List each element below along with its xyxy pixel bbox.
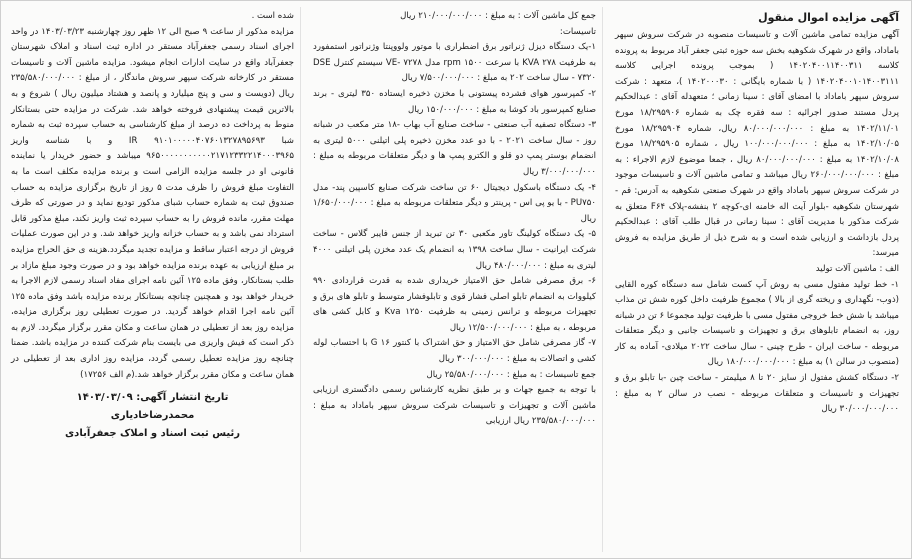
facility-item-6: ۶- برق مصرفی شامل حق الامتیاز خریداری شده به قدرت قراردادی ۹۹۰ کیلووات به انضمام تابلو اصلی فشار قوی و تابلوفشار متوسط و تابلو های برق و تجهیزات مربوطه و ترانس زمینی به ظرفیت ۱۲۵۰ Kva و کابل کشی های مربوطه ، به مبلغ : ۱۲/۵۰۰/۰۰۰/۰۰۰ ریال [313, 276, 596, 333]
section-heading-facilities: تاسیسات: [559, 26, 596, 37]
publication-date: تاریخ انتشار آگهی: ۱۴۰۳/۰۳/۰۹ [76, 392, 229, 404]
facility-item-7: ۷- گاز مصرفی شامل حق الامتیاز و حق اشتراک با کنتور G ۱۶ با احتساب لوله کشی و اتصالات به مبلغ : ۳۰۰/۰۰۰/۰۰۰ ریال [313, 338, 596, 365]
middle-column [307, 7, 603, 552]
facility-item-5: ۵- یک دستگاه کولینگ تاور مکعبی ۳۰ تن تبرید از جنس فایبر گلاس - ساخت شرکت ایرانیت - سال ساخت ۱۳۹۸ به انضمام یک عدد مخزن پلی اتیلنی ۴۰۰۰ لیتری به مبلغ : ۴۸۰/۰۰۰/۰۰۰ ریال [313, 229, 596, 271]
facilities-total: جمع تاسیسات : به مبلغ : ۲۵/۵۸۰/۰۰۰/۰۰۰ ریال [426, 369, 596, 380]
left-column [5, 7, 301, 552]
notice-footer [11, 389, 294, 443]
facility-item-2: ۲- کمپرسور هوای فشرده پیستونی با مخزن ذخیره ایستاده ۳۵۰ لیتری - برند صنایع کمپرسور باد کوشا به مبلغ : ۱۵۰/۰۰۰/۰۰۰ ریال [313, 88, 596, 115]
machinery-total: جمع کل ماشین آلات : به مبلغ : ۲۱۰/۰۰۰/۰۰۰/۰۰۰ ریال [400, 11, 596, 21]
section-heading-machinery: الف : ماشین آلات تولید [815, 263, 899, 274]
auction-terms-paragraph: مزایده مذکور از ساعت ۹ صبح الی ۱۲ ظهر روز چهارشنبه ۱۴۰۳/۰۳/۲۳ در واحد اجرای اسناد رسمی جعفرآباد مستقر در اداره ثبت اسناد و املاک شهرستان جعفرآباد واقع در سایت ادارات انجام میشود. مزایده ماشین آلات و تاسیسات مستقر در کارخانه شرکت سپهر سروش ماندگار ، از مبلغ : ۲۳۵/۵۸۰/۰۰۰/۰۰۰ ریال (دویست و سی و پنج میلیارد و پانصد و هشتاد میلیون ریال ) شروع و به بالاترین قیمت پیشنهادی فروخته خواهد شد. شرکت در مزایده حتی بستانکار منوط به پرداخت ده درصد از مبلغ کارشناسی به حساب سپرده ثبت به شماره شبا IR ۹۱۰۱۰۰۰۰۰۴۰۷۶۰۱۳۲۷۸۹۵۶۹۳ و با شناسه واریز ۹۶۵۰۰۰۰۰۰۰۰۰۰۰۲۱۷۱۲۳۳۲۲۱۴۰۰۰۳۹۶۵ میباشد و حضور خریدار یا نماینده قانونی او در جلسه مزایده الزامی است و برنده مزایده مکلف است ما به التفاوت مبلغ فروش را ظرف مدت ۵ روز از تاریخ برگزاری مزایده به حساب صندوق ثبت به شماره حساب شبای مذکور تودیع نماید و در صورتی که ظرف مهلت مقرر، مانده فروش را به حساب سپرده ثبت واریز نکند، مبلغ مذکور قابل استرداد نمی باشد و به حساب خزانه واریز خواهد شد. و در این صورت عملیات فروش از درجه اعتبار ساقط و مزایده تجدید میگردد.هزینه ی حق الحراج مزایده بر مبلغ ارزیابی به عهده برنده مزایده خواهد بود و در صورت وجود مبلغ مازاد بر طلب بستانکار، وفق ماده ۱۲۵ آئین نامه اجرای مفاد اسناد رسمی لازم الاجرا به خریدار خواهد بود و همچنین چنانچه بستانکار برنده مزایده باشد وفق ماده ۱۲۵ آئین نامه اجرا اقدام خواهد گردید. در صورت تعطیلی روز برگزاری مزایده، مزایده روز بعد از تعطیلی در همان ساعت و مکان مقرر برگزار میگردد. لازم به ذکر است که فیش واریزی می بایست بنام شرکت کننده در مزایده باشد. ضمنا چنانچه روز مزایده تعطیل رسمی گردد، مزایده روز اداری بعد از تعطیلی در همان ساعت و مکان مقرر برگزار خواهد شد.(م الف ۱۷۲۵۶) [11, 26, 294, 380]
facility-item-3: ۳- دستگاه تصفیه آب صنعتی - ساخت صنایع آب بهاب -۱۸ متر مکعب در شبانه روز - سال ساخت ۲۰۲۱ - با دو عدد مخزن ذخیره پلی اتیلنی ۵۰۰۰ لیتری به انضمام بوستر پمپ دو قلو و الکترو پمپ ها و دیگر متعلقات مربوطه به مبلغ : ۳/۰۰۰/۰۰۰/۰۰۰ ریال [313, 120, 597, 177]
valuation-paragraph: با توجه به جمیع جهات و بر طبق نظریه کارشناس رسمی دادگستری ارزیابی ماشین آلات و تجهیزات و تاسیسات شرکت سروش سپهر باماداد به مبلغ : ۲۳۵/۵۸۰/۰۰۰/۰۰۰ ریال ارزیابی [313, 385, 596, 427]
machinery-item-2: ۲- دستگاه کشش مفتول از سایز ۲۰ تا ۸ میلیمتر - ساخت چین -با تابلو برق و تجهیزات و تاسیسات و متعلقات مربوطه - نصب در سالن ۲ به مبلغ : ۳۰/۰۰۰/۰۰۰/۰۰۰ ریال [615, 373, 899, 415]
facility-item-1: ۱-یک دستگاه دیزل ژنراتور برق اضطراری با موتور ولووپنتا وژنراتور استمفورد به ظرفیت ۲۷۸ KVA با سرعت ۱۵۰۰ rpm مدل ۷۲۷۸ -VE سیستم کنترل DSE ۷۳۲۰ - سال ساخت ۲۰۲ به مبلغ : ۷/۵۰۰/۰۰۰/۰۰۰ ریال [313, 42, 596, 84]
signatory-title: رئیس ثبت اسناد و املاک جعفرآبادی [65, 428, 240, 440]
facility-item-4: ۴- یک دستگاه باسکول دیجیتال ۶۰ تن ساخت شرکت صنایع کاسپین پند- مدل PU۷۵۰ - با یو پی اس - پرینتر و دیگر متعلقات مربوطه به مبلغ : ۱/۶۵۰/۰۰۰/۰۰۰ ریال [313, 182, 596, 224]
machinery-item-1: ۱- خط تولید مفتول مسی به روش آپ کست شامل سه دستگاه کوره القایی (ذوب- نگهداری و ریخته گری از بالا ) مجموع ظرفیت داخل کوره شش تن مذاب میباشد با شش خط خروجی مفتول مسی با ظرفیت تولید مجموعا ۶ تن در شبانه روز، به انضمام تابلوهای برق و تجهیزات و تاسیسات جانبی و دیگر متعلقات مربوطه - ساخت ایران - طرح چینی - سال ساخت ۲۰۲۲ میلادی- آماده به کار (منصوب در سالن ۱) به مبلغ : ۱۸۰/۰۰۰/۰۰۰/۰۰۰ ریال [615, 279, 899, 368]
intro-paragraph: آگهی مزایده تمامی ماشین آلات و تاسیسات منصوبه در شرکت سروش سپهر باماداد، واقع در شهرک شکوهیه بخش سه حوزه ثبتی جعفر آباد مربوط به پرونده کلاسه ۱۴۰۲۰۴۰۰۱۱۴۰۰۳۱۱ ( بموجب پرونده اجرایی کلاسه ۱۴۰۲۰۴۰۰۱۰۱۴۰۰۳۱۱۱ ( با شماره بایگانی : ۱۴۰۲۰۰۰۳۰ )، متعهد : شرکت سروش سپهر باماداد با امضای آقای : سینا زمانی ؛ متعهدله آقای : عبدالحکیم پردل مستند صدور اجرائیه : سه فقره چک به شماره ۱۸/۲۹۵۹۰۶ مورخ ۱۴۰۲/۱۱/۰۱ به مبلغ : ۸۰/۰۰۰/۰۰۰/۰۰۰ ریال، شماره ۱۸/۲۹۵۹۰۴ مورخ ۱۴۰۲/۱۰/۰۵ به مبلغ : ۱۰۰/۰۰۰/۰۰۰/۰۰۰ ریال ، شماره ۱۸/۲۹۵۹۰۵ مورخ ۱۴۰۲/۱۰/۰۸ به مبلغ : ۸۰/۰۰۰/۰۰۰/۰۰۰ ریال ، جمعا موضوع لازم الاجراء : به مبلغ : ۲۶۰/۰۰۰/۰۰۰/۰۰۰ ریال میباشد و تمامی ماشین آلات و تاسیسات موجود در شرکت سروش سپهر باماداد واقع در شهرک صنعتی شکوهیه به آدرس: قم - شهرستان شکوهیه -بلوار آیت اله خامنه ای-کوچه ۲ بنفشه-پلاک F۶۴ متعلق به شرکت مذکور با مدیریت آقای : سینا زمانی در قبال طلب آقای : عبدالحکیم پردل بازداشت و ارزیابی شده است و به شرح ذیل از طریق مزایده به فروش میرسد: [615, 30, 900, 259]
signatory-name: محمدرضاخادیاری [110, 410, 195, 422]
notice-title: آگهی مزایده اموال منقول [758, 11, 899, 24]
right-column [609, 7, 905, 552]
valuation-continuation: شده است . [251, 11, 294, 21]
